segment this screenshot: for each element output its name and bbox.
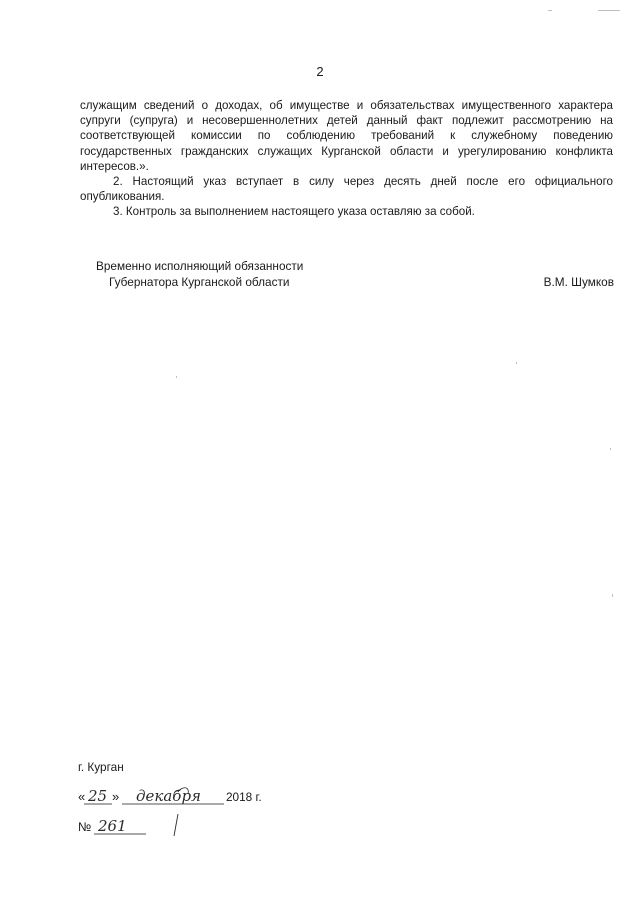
body-paragraph: служащим сведений о доходах, об имуществе и обязательствах имущественного характера супруги (супруга) и несовершеннолетних детей данный факт подлежит рассмотрению на соответствующей комиссии по соблюдению требований к служебному поведению государственных гражданских служащих Курганской области и урегулированию конфликта интересов.». bbox=[80, 99, 613, 173]
scan-artifact bbox=[610, 448, 611, 450]
scan-artifact bbox=[176, 376, 177, 378]
signatory-title-line2: Губернатора Курганской области bbox=[109, 275, 290, 289]
number-label: № bbox=[78, 820, 92, 834]
body-paragraph: 3. Контроль за выполнением настоящего указа оставляю за собой. bbox=[113, 205, 475, 219]
decree-number-line bbox=[78, 814, 198, 840]
signatory-row bbox=[96, 274, 614, 290]
scan-artifact bbox=[612, 594, 613, 597]
signature-block bbox=[96, 258, 614, 290]
date-day-handwritten: 25 bbox=[88, 787, 108, 805]
scan-artifact bbox=[598, 10, 620, 11]
document-body bbox=[80, 98, 613, 220]
date-close-quote: » bbox=[112, 789, 120, 804]
signatory-name: В.М. Шумков bbox=[543, 275, 614, 289]
footer bbox=[78, 760, 378, 776]
scan-artifact bbox=[516, 362, 517, 364]
scan-artifact bbox=[548, 10, 552, 11]
date-year: 2018 г. bbox=[226, 790, 262, 804]
city-label: г. Курган bbox=[78, 760, 124, 774]
body-paragraph: 2. Настоящий указ вступает в силу через десять дней после его официального опубликования. bbox=[80, 175, 613, 204]
handwriting-stroke bbox=[174, 814, 178, 836]
page-number: 2 bbox=[316, 64, 324, 79]
date-line bbox=[78, 786, 278, 810]
number-handwritten: 261 bbox=[98, 817, 127, 835]
date-month-handwritten: декабря bbox=[136, 787, 201, 805]
signatory-title-line1: Временно исполняющий обязанности bbox=[96, 259, 304, 273]
date-open-quote: « bbox=[78, 789, 86, 804]
